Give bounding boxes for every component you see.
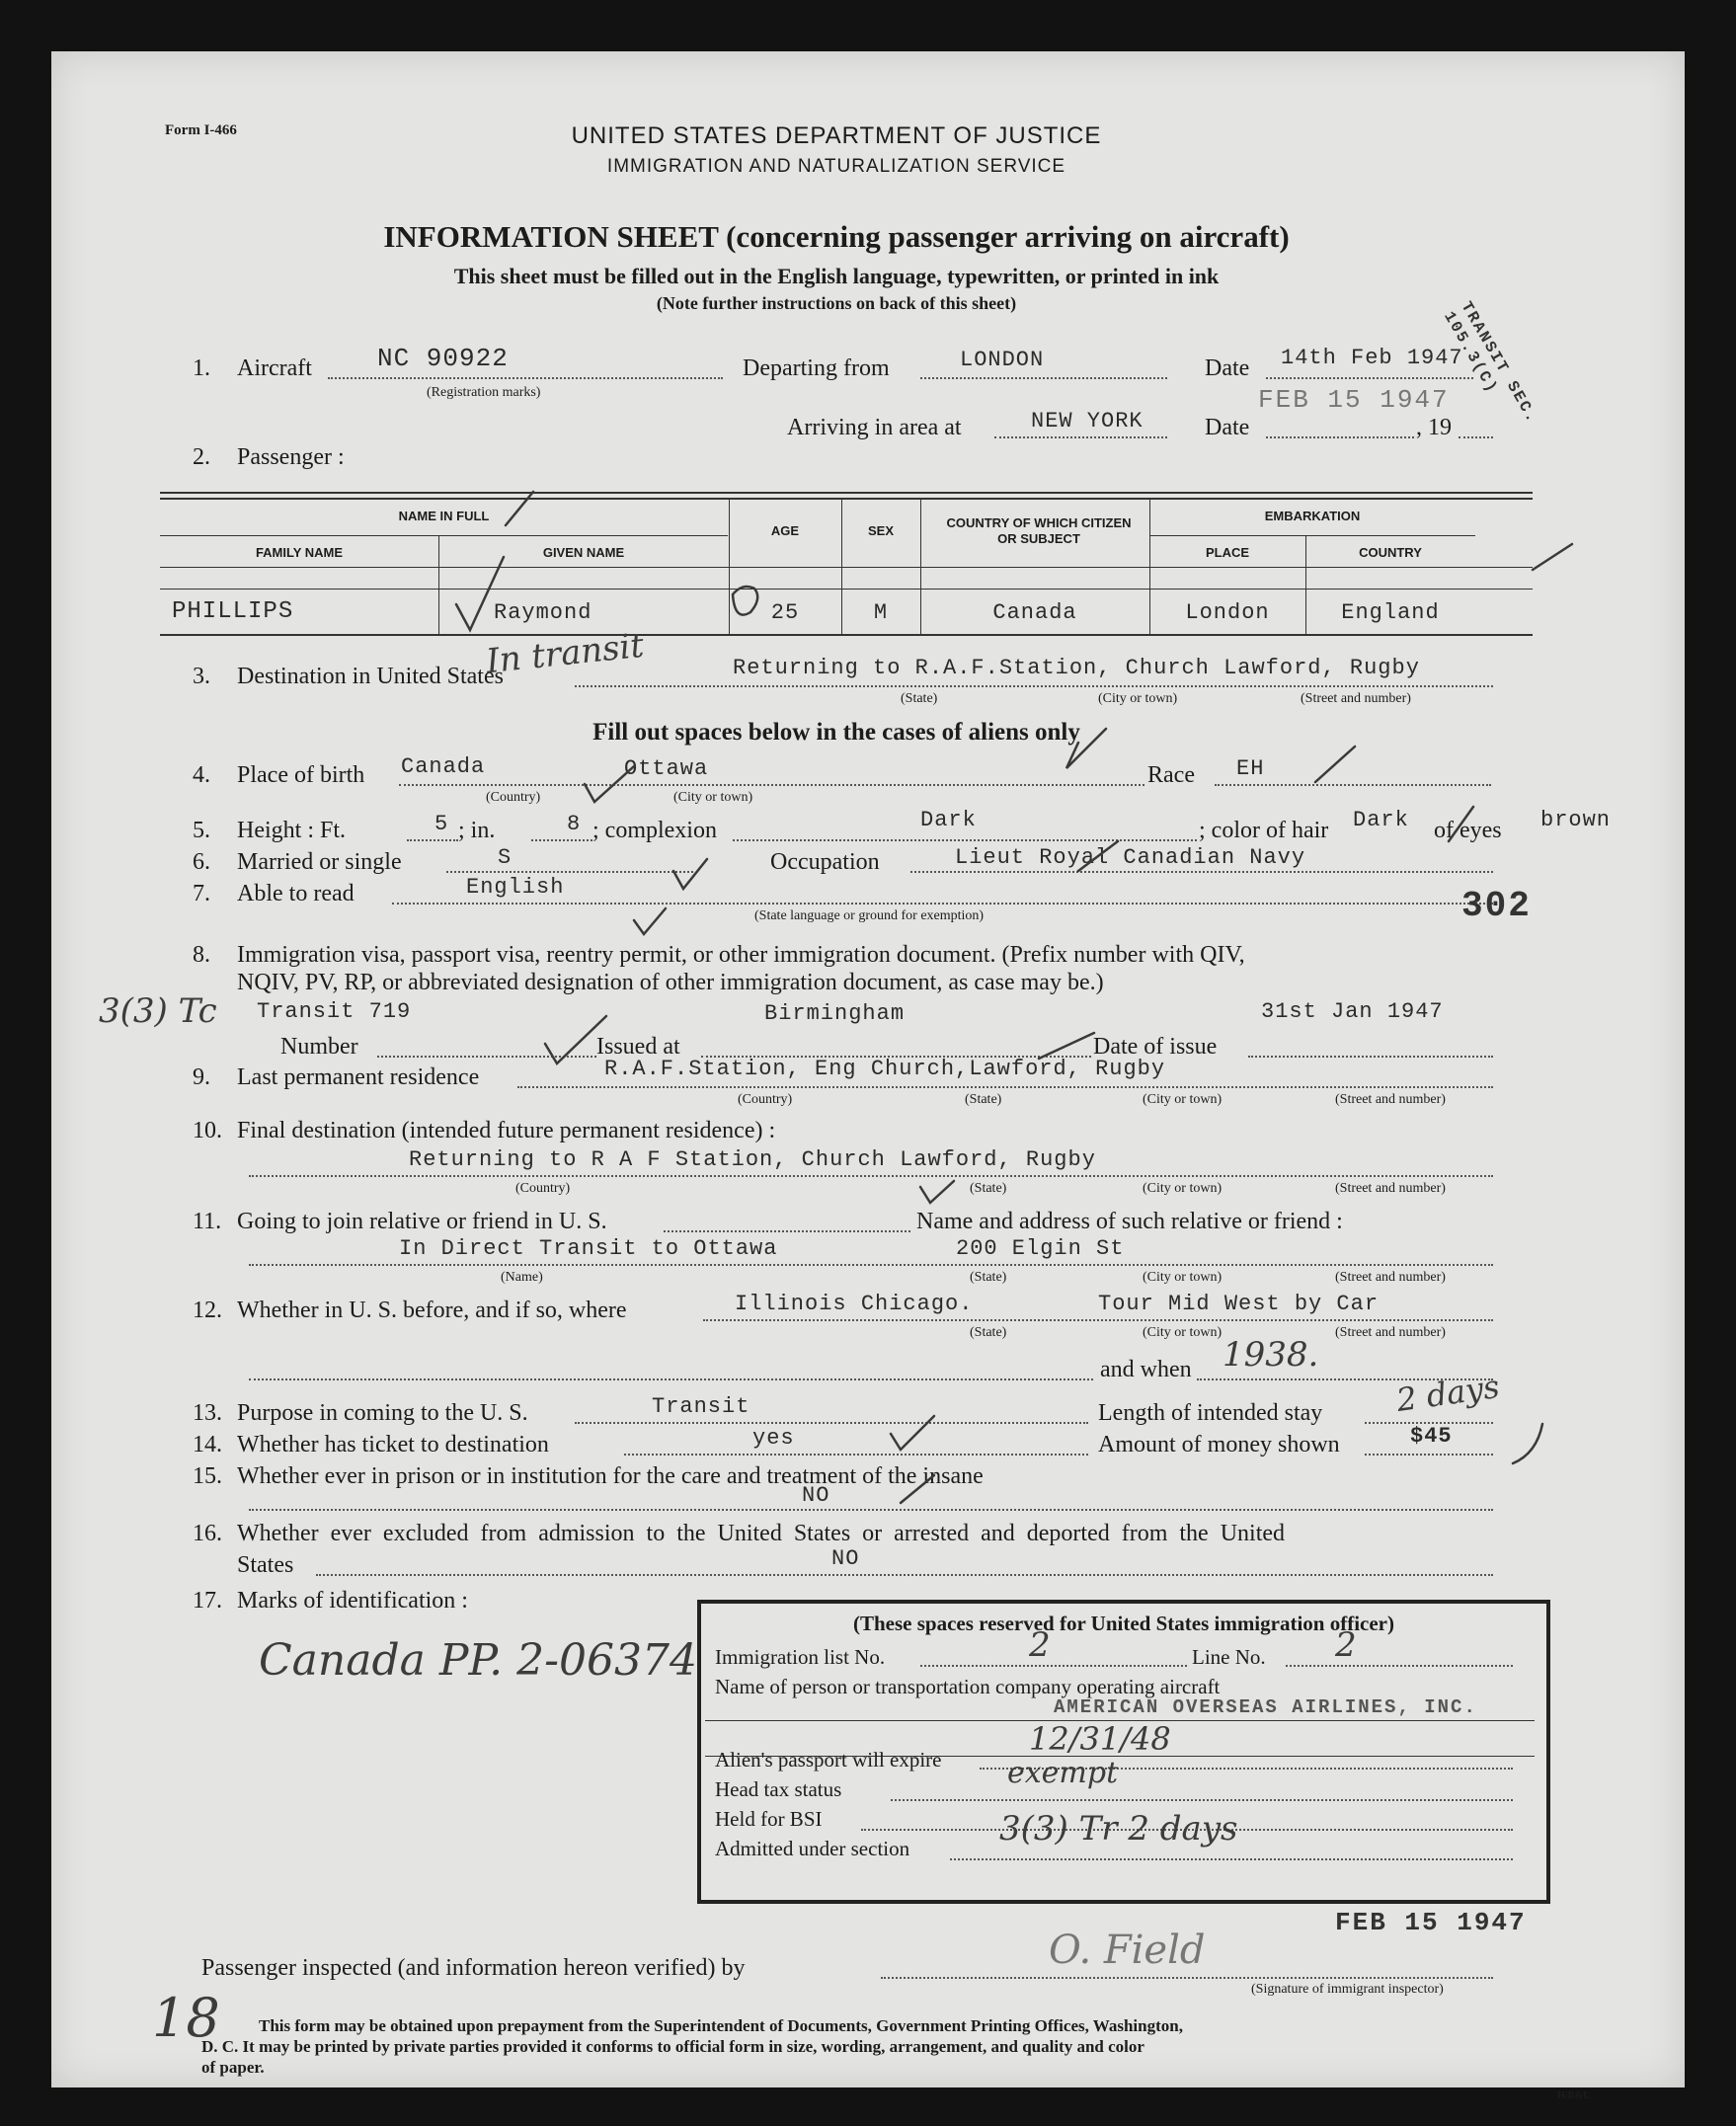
immigration-document-label-line1: Immigration visa, passport visa, reentry permit, or other immigration document. (Prefix number with QIV, [237, 942, 1245, 968]
previous-visit-value: Illinois Chicago. [735, 1292, 974, 1316]
identification-marks-label: Marks of identification : [237, 1588, 468, 1614]
race-label: Race [1147, 762, 1195, 788]
held-for-bsi-label: Held for BSI [715, 1807, 823, 1831]
residence-street-caption: (Street and number) [1335, 1092, 1446, 1107]
departing-label: Departing from [743, 355, 890, 381]
document-issued-label: Issued at [596, 1034, 680, 1060]
q17-number: 17. [193, 1588, 222, 1614]
final-state-caption: (State) [970, 1181, 1007, 1196]
airline-stamp: AMERICAN OVERSEAS AIRLINES, INC. [1054, 1696, 1477, 1718]
relative-name-value: In Direct Transit to Ottawa [399, 1236, 778, 1261]
birth-country-value: Canada [401, 754, 486, 779]
language-caption: (State language or ground for exemption) [754, 908, 985, 923]
identification-marks-value: Canada PP. 2-06374 [259, 1635, 697, 1686]
previous-visit-street-value: Tour Mid West by Car [1098, 1292, 1380, 1316]
passport-expire-label: Alien's passport will expire [715, 1748, 942, 1772]
destination-value: Returning to R.A.F.Station, Church Lawford, Rugby [733, 656, 1420, 680]
footer-text-line3: of paper. [201, 2058, 265, 2077]
in-transit-annotation: In transit [484, 625, 646, 682]
date-label: Date [1205, 355, 1250, 381]
aliens-only-heading: Fill out spaces below in the cases of aliens only [592, 719, 1080, 746]
ticket-label: Whether has ticket to destination [237, 1432, 549, 1457]
q10-number: 10. [193, 1118, 222, 1143]
page-mark: 18 [152, 1987, 220, 2049]
final-street-caption: (Street and number) [1335, 1181, 1446, 1196]
residence-city-caption: (City or town) [1143, 1092, 1223, 1107]
q15-number: 15. [193, 1463, 222, 1489]
number-302-mark: 302 [1461, 886, 1532, 926]
citizen-country-header: COUNTRY OF WHICH CITIZEN OR SUBJECT [946, 515, 1132, 546]
previous-visit-label: Whether in U. S. before, and if so, where [237, 1298, 627, 1323]
q6-number: 6. [193, 849, 210, 875]
family-name-header: FAMILY NAME [255, 545, 344, 560]
stay-length-value: 2 days [1393, 1367, 1502, 1420]
document-number-label: Number [280, 1034, 358, 1060]
embarkation-place-value: London [1185, 600, 1270, 625]
q4-number: 4. [193, 762, 210, 788]
check-mark-purpose [891, 1416, 934, 1450]
line-number-value: 2 [1335, 1625, 1357, 1665]
visit-state-caption: (State) [970, 1325, 1007, 1340]
embarkation-country-header: COUNTRY [1359, 545, 1422, 560]
q5-number: 5. [193, 818, 210, 843]
prison-label: Whether ever in prison or in institution for the care and treatment of the insane [237, 1463, 984, 1489]
hair-color-value: Dark [1353, 808, 1409, 832]
occupation-label: Occupation [770, 849, 880, 875]
q12-number: 12. [193, 1298, 222, 1323]
occupation-value: Lieut Royal Canadian Navy [955, 845, 1306, 870]
inspection-date-stamp: FEB 15 1947 [1335, 1908, 1527, 1937]
eye-color-label: of eyes [1434, 818, 1502, 843]
height-in-value: 8 [567, 812, 582, 836]
check-mark-hair [1449, 807, 1473, 841]
service-title: IMMIGRATION AND NATURALIZATION SERVICE [606, 156, 1066, 177]
last-residence-value: R.A.F.Station, Eng Church,Lawford, Rugby [604, 1057, 1166, 1081]
destination-label: Destination in United States [237, 664, 504, 689]
check-mark-money [1513, 1424, 1542, 1463]
name-in-full-header: NAME IN FULL [398, 509, 490, 523]
admitted-section-label: Admitted under section [715, 1837, 910, 1860]
head-tax-value: exempt [1007, 1756, 1119, 1790]
relative-address-value: 200 Elgin St [956, 1236, 1125, 1261]
given-name-header: GIVEN NAME [542, 545, 625, 560]
passenger-label: Passenger : [237, 444, 345, 470]
birth-country-caption: (Country) [486, 790, 541, 805]
transport-company-label: Name of person or transportation company operating aircraft [715, 1675, 1221, 1698]
form-number: Form I-466 [165, 122, 237, 138]
visit-city-caption: (City or town) [1143, 1325, 1223, 1340]
immigration-list-label: Immigration list No. [715, 1645, 886, 1669]
information-sheet [51, 51, 1685, 2101]
excluded-label: Whether ever excluded from admission to the United States or arrested and deported from the United [237, 1521, 1286, 1546]
visit-street-caption: (Street and number) [1335, 1325, 1446, 1340]
hair-color-label: ; color of hair [1199, 818, 1329, 843]
check-mark-number [545, 1016, 606, 1063]
check-mark-complexion [1078, 841, 1118, 871]
aircraft-value: NC 90922 [377, 344, 509, 373]
embarkation-header: EMBARKATION [1264, 509, 1361, 523]
departing-value: LONDON [960, 348, 1045, 372]
registration-caption: (Registration marks) [427, 385, 541, 400]
citizen-country-value: Canada [992, 600, 1077, 625]
visit-when-value: 1938. [1223, 1335, 1319, 1375]
check-mark-family [456, 557, 504, 630]
age-header: AGE [770, 523, 800, 538]
q1-number: 1. [193, 355, 210, 381]
final-destination-label: Final destination (intended future permanent residence) : [237, 1118, 776, 1143]
arrival-date-label: Date [1205, 415, 1250, 440]
inspector-signature-caption: (Signature of immigrant inspector) [1251, 1982, 1444, 1997]
check-mark-issued [1039, 1033, 1094, 1059]
last-residence-label: Last permanent residence [237, 1064, 480, 1090]
birth-city-caption: (City or town) [673, 790, 753, 805]
height-label: Height : Ft. [237, 818, 347, 843]
check-mark-prison [901, 1475, 934, 1503]
prison-value: NO [802, 1483, 830, 1508]
check-mark-embarkation [1533, 544, 1572, 570]
stay-length-label: Length of intended stay [1098, 1400, 1323, 1426]
departure-date-value: 14th Feb 1947 [1281, 346, 1463, 370]
destination-city-caption: (City or town) [1098, 691, 1178, 706]
destination-street-caption: (Street and number) [1301, 691, 1411, 706]
birth-city-value: Ottawa [624, 756, 709, 781]
printer-code: H/R&L [1557, 2090, 1590, 2101]
footer-text-line2: D. C. It may be printed by private parties provided it conforms to official form in size, wording, arrangement, and quality and color [201, 2037, 1144, 2056]
arriving-label: Arriving in area at [787, 415, 962, 440]
q3-number: 3. [193, 664, 210, 689]
family-name-value: PHILLIPS [172, 598, 294, 625]
q16-number: 16. [193, 1521, 222, 1546]
money-label: Amount of money shown [1098, 1432, 1340, 1457]
check-mark-final [920, 1181, 954, 1203]
relative-city-caption: (City or town) [1143, 1270, 1223, 1285]
able-to-read-label: Able to read [237, 881, 355, 906]
purpose-value: Transit [652, 1394, 750, 1419]
document-issued-value: Birmingham [764, 1001, 906, 1026]
aircraft-label: Aircraft [237, 355, 312, 381]
immigration-list-value: 2 [1029, 1625, 1051, 1665]
joining-relative-label: Going to join relative or friend in U. S. [237, 1209, 607, 1234]
height-ft-value: 5 [434, 812, 449, 836]
age-value: 25 [770, 600, 800, 625]
height-in-label: ; in. [458, 818, 496, 843]
check-mark-read [634, 908, 666, 934]
money-value: $45 [1410, 1424, 1453, 1449]
sheet-title: INFORMATION SHEET (concerning passenger arriving on aircraft) [383, 219, 1290, 254]
embarkation-place-header: PLACE [1205, 545, 1250, 560]
arriving-value: NEW YORK [1031, 409, 1144, 433]
relative-street-caption: (Street and number) [1335, 1270, 1446, 1285]
relative-state-caption: (State) [970, 1270, 1007, 1285]
residence-state-caption: (State) [965, 1092, 1002, 1107]
eye-color-value: brown [1540, 808, 1612, 832]
q11-number: 11. [193, 1209, 222, 1234]
arrival-date-stamp: FEB 15 1947 [1258, 385, 1450, 415]
check-mark-married [673, 859, 707, 889]
passport-expire-value: 12/31/48 [1029, 1720, 1171, 1758]
residence-country-caption: (Country) [738, 1092, 793, 1107]
immigration-document-label-line2: NQIV, PV, RP, or abbreviated designation of other immigration document, as case may be.) [237, 970, 1104, 995]
check-mark-birthplace [585, 766, 634, 802]
complexion-label: ; complexion [592, 818, 717, 843]
arrival-date-suffix: , 19 [1416, 415, 1452, 440]
q14-number: 14. [193, 1432, 222, 1457]
final-city-caption: (City or town) [1143, 1181, 1223, 1196]
q7-number: 7. [193, 881, 210, 906]
final-destination-value: Returning to R A F Station, Church Lawford, Rugby [409, 1147, 1096, 1172]
check-mark-header [506, 492, 533, 525]
transit-corner-stamp: TRANSIT SEC. 105.3(C) [1440, 298, 1541, 428]
document-date-value: 31st Jan 1947 [1261, 999, 1444, 1024]
admitted-section-value: 3(3) Tr 2 days [999, 1809, 1238, 1849]
inspector-signature: O. Field [1049, 1928, 1206, 1973]
q9-number: 9. [193, 1064, 210, 1090]
sex-header: SEX [867, 523, 894, 538]
purpose-label: Purpose in coming to the U. S. [237, 1400, 528, 1426]
marital-status-label: Married or single [237, 849, 402, 875]
document-date-label: Date of issue [1093, 1034, 1218, 1060]
circle-mark-given [733, 587, 757, 615]
sheet-instruction: This sheet must be filled out in the English language, typewritten, or printed in ink [453, 264, 1220, 288]
marital-status-value: S [498, 845, 513, 870]
sex-value: M [873, 600, 889, 625]
race-value: EH [1236, 756, 1265, 781]
line-number-label: Line No. [1192, 1645, 1266, 1669]
relative-name-caption: (Name) [501, 1270, 543, 1285]
visit-when-label: and when [1100, 1357, 1192, 1382]
footer-text-line1: This form may be obtained upon prepayment from the Superintendent of Documents, Government Printing Offices, Washington, [259, 2016, 1183, 2035]
check-mark-destination [1066, 729, 1106, 768]
officer-box-heading: (These spaces reserved for United States immigration officer) [852, 1612, 1394, 1635]
relative-address-label: Name and address of such relative or friend : [916, 1209, 1343, 1234]
excluded-label-states: States [237, 1552, 294, 1578]
sheet-note: (Note further instructions on back of this sheet) [656, 293, 1017, 313]
ticket-value: yes [752, 1426, 795, 1451]
destination-state-caption: (State) [901, 691, 938, 706]
read-language-value: English [466, 875, 565, 900]
document-number-value: Transit 719 [257, 999, 412, 1024]
inspected-by-label: Passenger inspected (and information hereon verified) by [201, 1955, 746, 1981]
handwritten-checkmarks [51, 51, 1685, 2087]
q8-number: 8. [193, 942, 210, 968]
check-mark-race [1315, 747, 1355, 782]
birthplace-label: Place of birth [237, 762, 365, 788]
excluded-value: NO [831, 1546, 860, 1571]
head-tax-label: Head tax status [715, 1777, 842, 1801]
complexion-value: Dark [920, 808, 977, 832]
final-country-caption: (Country) [515, 1181, 571, 1196]
section-annotation: 3(3) Tc [99, 991, 217, 1031]
given-name-value: Raymond [494, 600, 592, 625]
department-title: UNITED STATES DEPARTMENT OF JUSTICE [571, 122, 1102, 149]
embarkation-country-value: England [1341, 600, 1440, 625]
q2-number: 2. [193, 444, 210, 470]
q13-number: 13. [193, 1400, 222, 1426]
